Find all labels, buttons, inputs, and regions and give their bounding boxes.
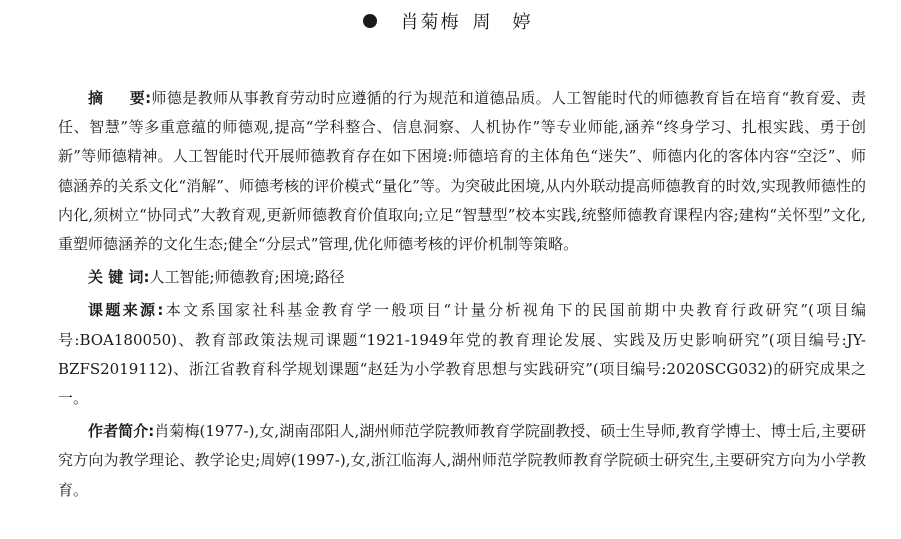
keywords-label: 关 键 词: — [88, 268, 150, 287]
author-bio-text: 肖菊梅(1977-),女,湖南邵阳人,湖州师范学院教师教育学院副教授、硕士生导师,教育学博士、博士后,主要研究方向为教学理论、教学论史;周婷(1997-),女,浙江临海人,湖州师范学院教师教育学院硕士研究生,主要研究方向为小学教育。 — [58, 422, 867, 499]
author-bio-paragraph — [58, 417, 866, 505]
funding-paragraph — [58, 296, 866, 413]
keywords-paragraph — [58, 263, 866, 292]
author-bio-label: 作者简介: — [88, 422, 155, 441]
abstract-label — [88, 89, 151, 107]
author-name-1: 肖菊梅 — [400, 12, 461, 33]
article-front-matter — [58, 84, 866, 509]
abstract-paragraph — [58, 84, 866, 259]
abstract-text: 师德是教师从事教育劳动时应遵循的行为规范和道德品质。人工智能时代的师德教育旨在培育“教育爱、责任、智慧”等多重意蕴的师德观,提高“学科整合、信息洞察、人机协作”等专业师能,涵养“终身学习、扎根实践、勇于创新”等师德精神。人工智能时代开展师德教育存在如下困境:师德培育的主体角色“迷失”、师德内化的客体内容“空泛”、师德涵养的关系文化“消解”、师德考核的评价模式“量化”等。为突破此困境,从内外联动提高师德教育的时效,实现教师德性的内化,须树立“协同式”大教育观,更新师德教育价值取向;立足“智慧型”校本实践,统整师德教育课程内容;建构“关怀型”文化,重塑师德涵养的文化生态;健全“分层式”管理,优化师德考核的评价机制等策略。 — [58, 89, 866, 254]
abstract-label-part-2: 要: — [129, 89, 152, 107]
funding-text: 本文系国家社科基金教育学一般项目“计量分析视角下的民国前期中央教育行政研究”(项目编号:BOA180050)、教育部政策法规司课题“1921-1949年党的教育理论发展、实践及历史影响研究”(项目编号:JY-BZFS2019112)、浙江省教育科学规划课题“赵廷为小学教育思想与实践研究”(项目编号:2020SCG032)的研究成果之一。 — [58, 301, 866, 408]
funding-label: 课题来源: — [88, 301, 164, 320]
author-line — [0, 8, 901, 34]
bullet-icon — [363, 14, 377, 28]
author-name-2: 周 婷 — [472, 12, 533, 33]
keywords-text: 人工智能;师德教育;困境;路径 — [149, 268, 345, 287]
abstract-label-part-1: 摘 — [88, 89, 104, 107]
